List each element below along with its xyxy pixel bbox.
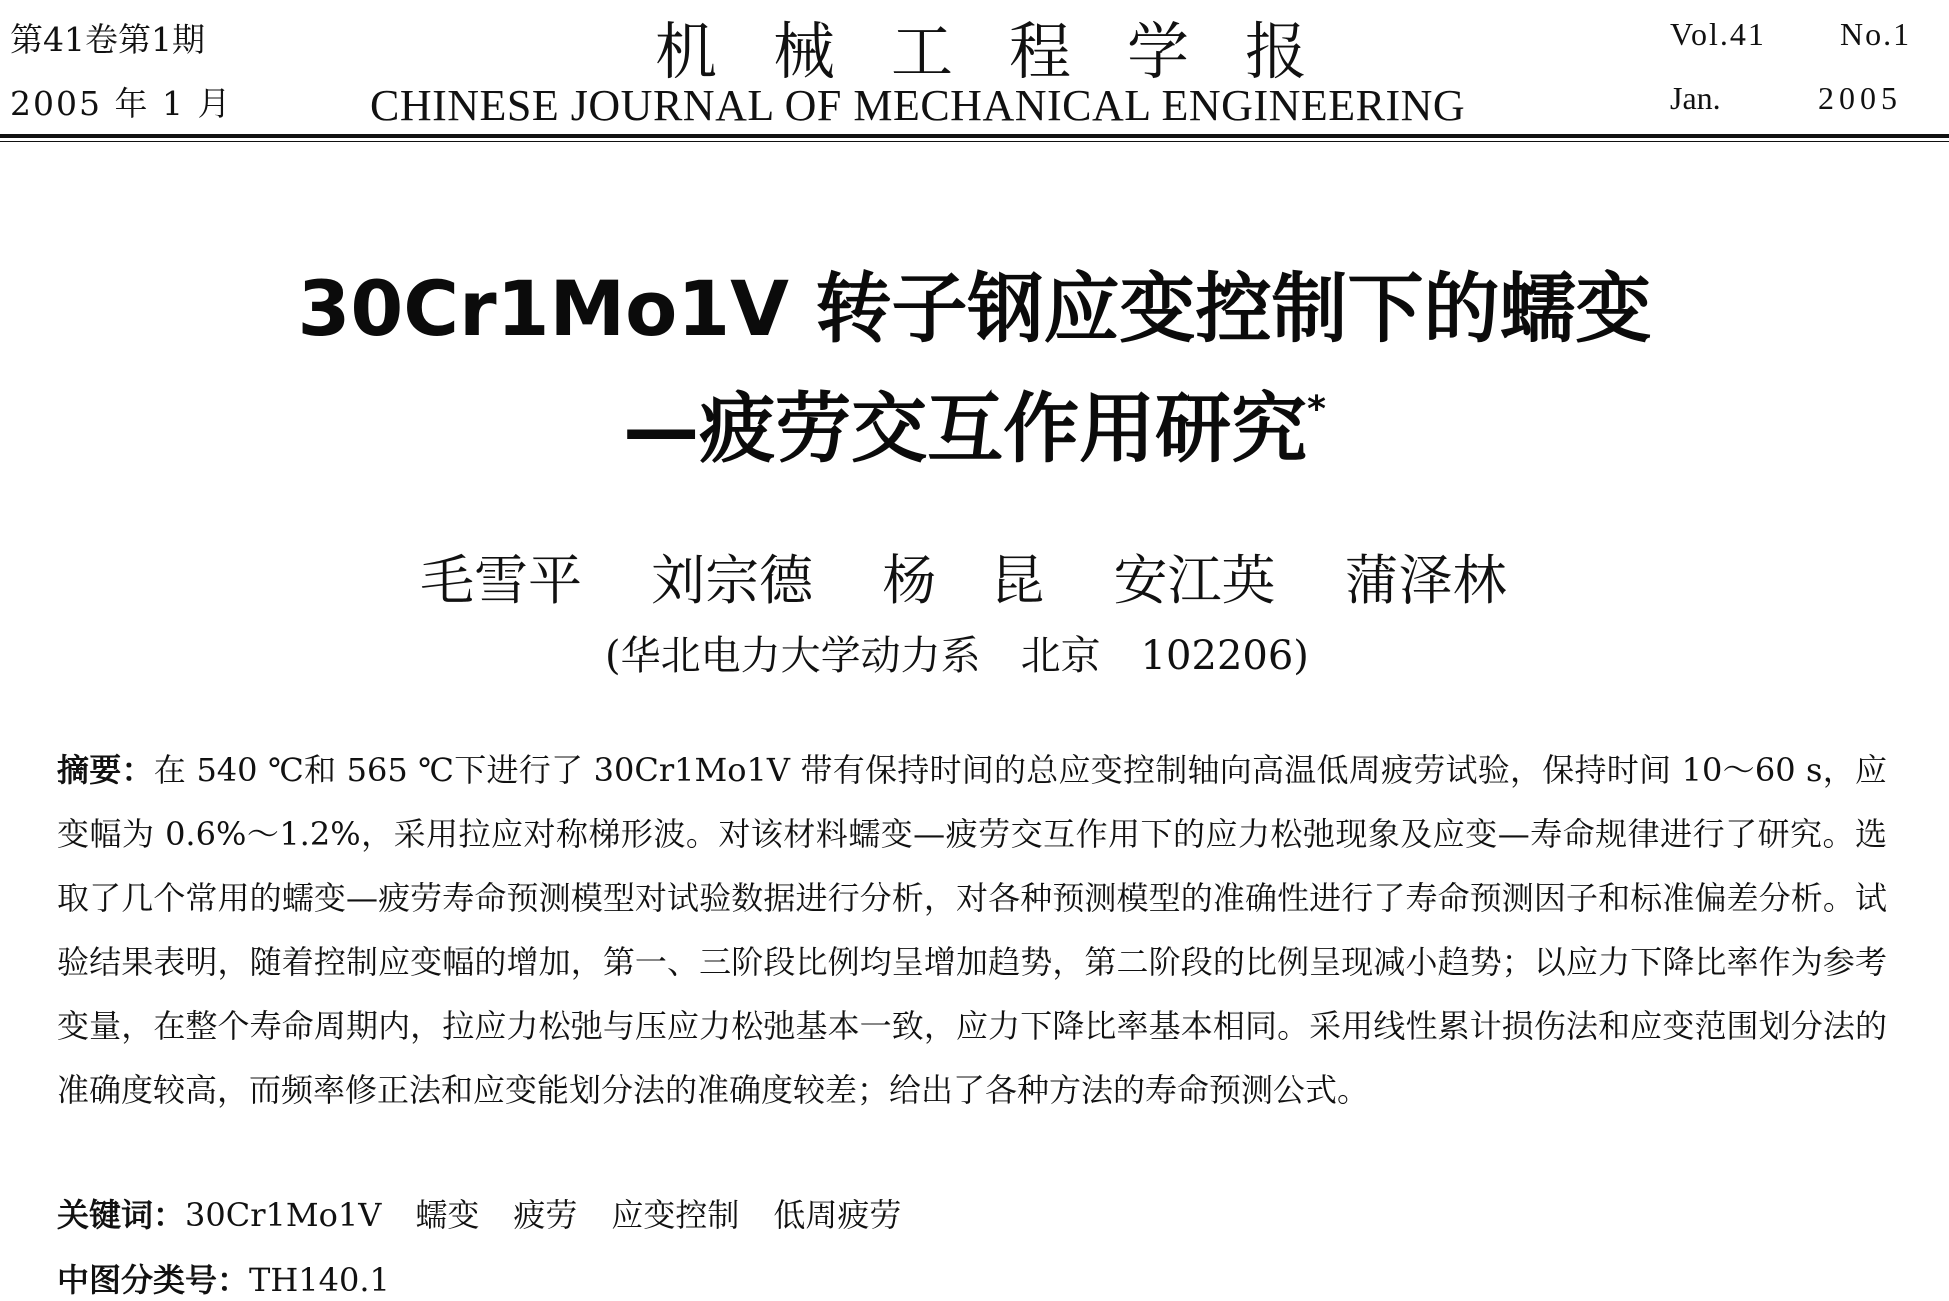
keyword: 低周疲劳 (773, 1196, 902, 1234)
journal-title-cn: 机械工程学报 (655, 15, 1364, 88)
journal-title-en: CHINESE JOURNAL OF MECHANICAL ENGINEERING (370, 81, 1466, 130)
abstract (57, 738, 1887, 1122)
keyword: 疲劳 (513, 1196, 578, 1234)
abstract-text: 在 540 ℃和 565 ℃下进行了 30Cr1Mo1V 带有保持时间的总应变控制轴向高温低周疲劳试验，保持时间 10～60 s，应变幅为 0.6%～1.2%，采用拉应对称梯形波。对该材料蠕变—疲劳交互作用下的应力松弛现象及应变—寿命规律进行了研究。选取了几个常用的蠕变—疲劳寿命预测模型对试验数据进行分析，对各种预测模型的准确性进行了寿命预测因子和标准偏差分析。试验结果表明，随着控制应变幅的增加，第一、三阶段比例均呈增加趋势，第二阶段的比例呈现减小趋势；以应力下降比率作为参考变量，在整个寿命周期内，拉应力松弛与压应力松弛基本一致，应力下降比率基本相同。采用线性累计损伤法和应变范围划分法的准确度较高，而频率修正法和应变能划分法的准确度较差；给出了各种方法的寿命预测公式。 (57, 751, 1887, 1109)
author-name: 刘宗德 (651, 549, 814, 612)
header-rule-thick (0, 134, 1949, 138)
author-name: 杨 昆 (882, 549, 1045, 612)
paper-title-line-1: 30Cr1Mo1V 转子钢应变控制下的蠕变 (297, 264, 1652, 353)
classification-number (57, 1255, 390, 1301)
abstract-label: 摘要： (57, 751, 154, 789)
paper-title-line-2 (0, 368, 1949, 477)
month-label: Jan. (1670, 80, 1721, 116)
issue-label-cn: 第41卷第1期 (10, 20, 205, 59)
year-label: 2005 (1818, 80, 1902, 116)
keyword: 30Cr1Mo1V (185, 1196, 382, 1234)
author-name: 毛雪平 (420, 549, 582, 612)
author-name: 蒲泽林 (1344, 549, 1507, 612)
author-name: 安江英 (1113, 549, 1276, 612)
affiliation: (华北电力大学动力系 北京 102206) (605, 633, 1309, 679)
keywords-label: 关键词： (57, 1196, 186, 1234)
date-label-cn: 2005 年 1 月 (10, 84, 233, 123)
classification-value: TH140.1 (249, 1261, 390, 1299)
header-rule-thin (0, 141, 1949, 142)
keywords (57, 1190, 935, 1236)
author-list (420, 538, 1559, 615)
classification-label: 中图分类号： (57, 1261, 250, 1299)
number-label: No.1 (1840, 16, 1912, 52)
keyword: 蠕变 (415, 1196, 480, 1234)
volume-label: Vol.41 (1670, 16, 1766, 52)
paper-title-line-2-text: —疲劳交互作用研究 (623, 384, 1308, 473)
title-footnote-mark: * (1307, 389, 1326, 430)
keyword: 应变控制 (611, 1196, 740, 1234)
